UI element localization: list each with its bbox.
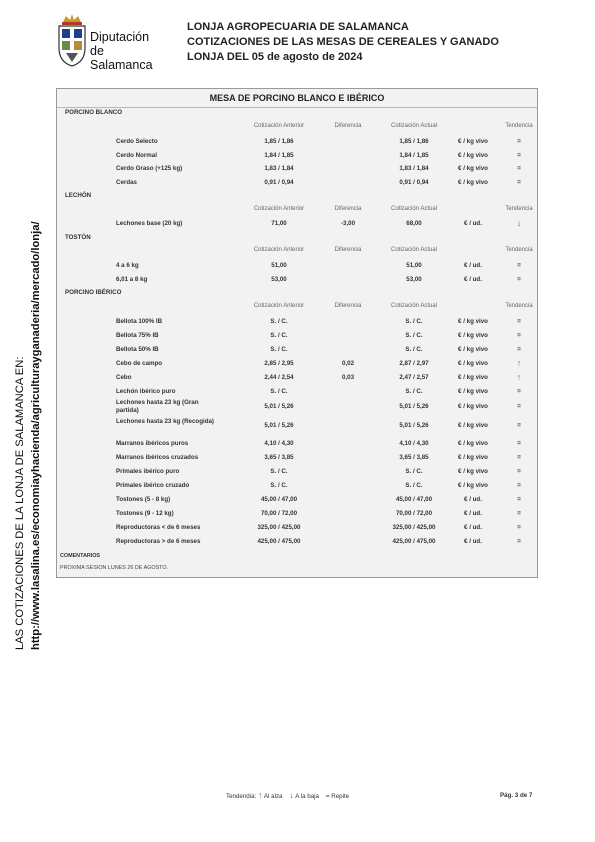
side-note-url[interactable]: http://www.lasalina.es/economiayhacienda/agriculturayganaderia/mercado/lonja/ xyxy=(30,221,42,650)
table-row xyxy=(57,371,537,384)
row-curr: 2,47 / 2,57 xyxy=(399,374,429,381)
table-row xyxy=(57,479,537,492)
column-header-prev: Cotización Anterior xyxy=(253,247,305,253)
column-header-curr: Cotización Actual xyxy=(390,123,438,129)
row-prev: 1,85 / 1,86 xyxy=(264,138,294,145)
column-header-diff: Diferencia xyxy=(334,303,362,309)
row-name: 4 a 6 kg xyxy=(116,262,139,269)
row-unit: € / ud. xyxy=(464,220,482,227)
row-unit: € / ud. xyxy=(464,275,482,283)
trend-equal: = xyxy=(517,178,521,186)
column-header-curr: Cotización Actual xyxy=(390,303,438,309)
row-curr: 5,01 / 5,26 xyxy=(399,422,429,429)
table-row xyxy=(57,273,537,286)
row-prev: 4,10 / 4,30 xyxy=(264,440,294,447)
table-row xyxy=(57,507,537,520)
coat-of-arms-icon xyxy=(56,12,88,68)
row-prev: S. / C. xyxy=(270,318,288,325)
row-unit: € / kg vivo xyxy=(458,346,488,353)
logo-line1: Diputación xyxy=(90,30,150,44)
row-name: Lechones base (20 kg) xyxy=(116,220,183,227)
header-line2: COTIZACIONES DE LAS MESAS DE CEREALES Y GANADO xyxy=(187,36,499,48)
row-unit: € / kg vivo xyxy=(458,178,488,186)
row-prev: S. / C. xyxy=(270,388,288,395)
row-curr: S. / C. xyxy=(405,346,423,353)
trend-equal: = xyxy=(517,482,521,489)
row-curr: 1,85 / 1,86 xyxy=(399,138,429,145)
column-header-curr: Cotización Actual xyxy=(390,206,438,212)
header-line3: LONJA DEL 05 de agosto de 2024 xyxy=(187,51,363,63)
comments-title: COMENTARIOS xyxy=(60,553,101,559)
table-row xyxy=(57,162,537,175)
row-prev: 53,00 xyxy=(271,275,287,283)
trend-equal: = xyxy=(517,165,521,173)
row-curr: S. / C. xyxy=(405,332,423,339)
row-unit: € / kg vivo xyxy=(458,165,488,173)
trend-equal: = xyxy=(517,151,521,159)
row-curr: 0,91 / 0,94 xyxy=(399,178,429,186)
panel-title: MESA DE PORCINO BLANCO E IBÉRICO xyxy=(57,89,537,108)
row-name: Lechón ibérico puro xyxy=(116,388,176,395)
side-note-title: LAS COTIZACIONES DE LA LONJA DE SALAMANCA EN: xyxy=(14,356,26,650)
table-row xyxy=(57,357,537,370)
trend-equal: = xyxy=(517,388,521,395)
row-prev: 325,00 / 425,00 xyxy=(257,524,301,531)
legend-up: Al alza xyxy=(263,793,283,800)
arrow-down-icon: ↓ xyxy=(289,790,294,800)
row-prev: S. / C. xyxy=(270,482,288,489)
row-unit: € / kg vivo xyxy=(458,440,488,447)
row-name: Cerdas xyxy=(116,178,137,186)
column-header-diff: Diferencia xyxy=(334,206,362,212)
column-header-prev: Cotización Anterior xyxy=(253,206,305,212)
row-prev: 51,00 xyxy=(271,262,287,269)
column-header-row xyxy=(57,300,537,313)
row-unit: € / kg vivo xyxy=(458,468,488,475)
row-curr: 68,00 xyxy=(406,220,422,227)
row-name: Tostones (5 - 8 kg) xyxy=(116,496,171,503)
table-row xyxy=(57,451,537,464)
column-header-tend: Tendencia xyxy=(505,303,533,309)
column-header-prev: Cotización Anterior xyxy=(253,123,305,129)
row-prev: 45,00 / 47,00 xyxy=(260,496,298,503)
row-unit: € / kg vivo xyxy=(458,374,488,381)
table-row xyxy=(57,493,537,506)
row-name: Cerdo Graso (+125 kg) xyxy=(116,165,183,173)
table-row xyxy=(57,217,537,230)
row-unit: € / ud. xyxy=(464,262,482,269)
row-unit: € / kg vivo xyxy=(458,403,488,410)
comments-text: PROXIMA SESION LUNES 26 DE AGOSTO. xyxy=(60,565,169,571)
logo-line2: de Salamanca xyxy=(90,44,153,72)
row-name: Reproductoras < de 6 meses xyxy=(116,524,201,531)
row-curr: 51,00 xyxy=(406,262,422,269)
row-prev: 1,83 / 1,84 xyxy=(264,165,294,173)
table-row xyxy=(57,418,537,434)
row-curr: S. / C. xyxy=(405,468,423,475)
column-header-row xyxy=(57,244,537,257)
header-line1: LONJA AGROPECUARIA DE SALAMANCA xyxy=(187,21,409,33)
row-unit: € / kg vivo xyxy=(458,318,488,325)
row-name: Lechones hasta 23 kg (Recogida) xyxy=(116,418,214,425)
column-header-curr: Cotización Actual xyxy=(390,247,438,253)
row-prev: 0,91 / 0,94 xyxy=(264,178,294,186)
column-header-tend: Tendencia xyxy=(505,247,533,253)
row-unit: € / kg vivo xyxy=(458,482,488,489)
table-row xyxy=(57,399,537,415)
table-row xyxy=(57,521,537,534)
section-title: PORCINO BLANCO xyxy=(65,109,123,116)
logo-text xyxy=(90,30,168,72)
row-unit: € / kg vivo xyxy=(458,360,488,367)
trend-equal: = xyxy=(517,468,521,475)
column-header-prev: Cotización Anterior xyxy=(253,303,305,309)
row-curr: S. / C. xyxy=(405,482,423,489)
column-header-tend: Tendencia xyxy=(505,206,533,212)
trend-equal: = xyxy=(517,262,521,269)
section-title: TOSTÓN xyxy=(65,234,91,241)
row-prev: 5,01 / 5,26 xyxy=(264,422,294,429)
table-row xyxy=(57,343,537,356)
legend-repeat: = Repite xyxy=(325,793,350,800)
trend-equal: = xyxy=(517,510,521,517)
row-prev: 5,01 / 5,26 xyxy=(264,403,294,410)
table-row xyxy=(57,465,537,478)
row-curr: 70,00 / 72,00 xyxy=(395,510,433,517)
row-prev: 2,44 / 2,54 xyxy=(264,374,294,381)
row-prev: 1,84 / 1,85 xyxy=(264,151,294,159)
arrow-up-icon: ↑ xyxy=(258,790,263,800)
row-curr: 53,00 xyxy=(406,275,422,283)
row-prev: S. / C. xyxy=(270,346,288,353)
trend-equal: = xyxy=(517,422,521,429)
table-row xyxy=(57,149,537,162)
row-curr: 425,00 / 475,00 xyxy=(392,538,436,545)
side-note xyxy=(12,190,52,650)
row-name: Cerdo Selecto xyxy=(116,138,158,145)
table-row xyxy=(57,176,537,189)
legend-down: A la baja xyxy=(295,793,320,800)
row-name: Tostones (9 - 12 kg) xyxy=(116,510,174,517)
row-prev: 71,00 xyxy=(271,220,287,227)
table-row xyxy=(57,535,537,548)
table-row xyxy=(57,329,537,342)
row-curr: 3,65 / 3,85 xyxy=(399,454,429,461)
row-curr: S. / C. xyxy=(405,388,423,395)
legend-label: Tendendia: xyxy=(226,793,257,800)
row-prev: S. / C. xyxy=(270,332,288,339)
page-number: Pág. 3 de 7 xyxy=(500,792,533,799)
row-prev: 3,65 / 3,85 xyxy=(264,454,294,461)
row-curr: S. / C. xyxy=(405,318,423,325)
row-curr: 45,00 / 47,00 xyxy=(395,496,433,503)
table-row xyxy=(57,437,537,450)
row-name: Lechones hasta 23 kg (Gran partida) xyxy=(116,399,199,414)
row-prev: 2,85 / 2,95 xyxy=(264,360,294,367)
row-prev: 70,00 / 72,00 xyxy=(260,510,298,517)
column-header-row xyxy=(57,203,537,216)
row-curr: 1,84 / 1,85 xyxy=(399,151,429,159)
row-prev: S. / C. xyxy=(270,468,288,475)
row-curr: 325,00 / 425,00 xyxy=(392,524,436,531)
row-unit: € / ud. xyxy=(464,510,482,517)
trend-equal: = xyxy=(517,440,521,447)
row-unit: € / ud. xyxy=(464,524,482,531)
row-unit: € / kg vivo xyxy=(458,138,488,145)
row-name: Primales ibérico puro xyxy=(116,468,180,475)
row-name: Reproductoras > de 6 meses xyxy=(116,538,201,545)
row-diff: 0,03 xyxy=(341,374,355,381)
column-header-row xyxy=(57,120,537,133)
row-name: Cebo xyxy=(116,374,132,381)
price-panel xyxy=(56,88,538,578)
logo xyxy=(56,12,168,72)
row-name: 6,01 a 8 kg xyxy=(116,275,148,283)
trend-equal: = xyxy=(517,524,521,531)
row-name: Cerdo Normal xyxy=(116,151,157,159)
trend-equal: = xyxy=(517,332,521,339)
row-name: Bellota 50% IB xyxy=(116,346,159,353)
table-row xyxy=(57,135,537,148)
arrow-up-icon: ↑ xyxy=(516,372,522,382)
trend-equal: = xyxy=(517,318,521,325)
trend-equal: = xyxy=(517,538,521,545)
row-unit: € / kg vivo xyxy=(458,332,488,339)
row-diff: -3,00 xyxy=(340,220,356,227)
legend xyxy=(226,790,349,800)
row-unit: € / ud. xyxy=(464,496,482,503)
trend-equal: = xyxy=(517,138,521,145)
row-diff: 0,02 xyxy=(341,360,355,367)
section-title: LECHÓN xyxy=(65,192,92,199)
trend-equal: = xyxy=(517,346,521,353)
row-name: Cebo de campo xyxy=(116,360,163,367)
trend-equal: = xyxy=(517,275,521,283)
row-unit: € / kg vivo xyxy=(458,151,488,159)
row-name: Bellota 100% IB xyxy=(116,318,163,325)
column-header-diff: Diferencia xyxy=(334,247,362,253)
arrow-up-icon: ↑ xyxy=(516,358,522,368)
row-name: Marranos ibéricos puros xyxy=(116,440,189,447)
column-header-diff: Diferencia xyxy=(334,123,362,129)
row-curr: 4,10 / 4,30 xyxy=(399,440,429,447)
section-title: PORCINO IBÉRICO xyxy=(65,289,122,296)
table-row xyxy=(57,385,537,398)
column-header-tend: Tendencia xyxy=(505,123,533,129)
arrow-down-icon: ↓ xyxy=(516,218,522,228)
row-unit: € / kg vivo xyxy=(458,422,488,429)
row-name: Marranos ibéricos cruzados xyxy=(116,454,199,461)
row-unit: € / ud. xyxy=(464,538,482,545)
trend-equal: = xyxy=(517,454,521,461)
row-prev: 425,00 / 475,00 xyxy=(257,538,301,545)
table-row xyxy=(57,259,537,272)
row-unit: € / kg vivo xyxy=(458,454,488,461)
row-curr: 5,01 / 5,26 xyxy=(399,403,429,410)
row-curr: 2,87 / 2,97 xyxy=(399,360,429,367)
row-curr: 1,83 / 1,84 xyxy=(399,165,429,173)
trend-equal: = xyxy=(517,496,521,503)
table-row xyxy=(57,315,537,328)
row-name: Primales ibérico cruzado xyxy=(116,482,190,489)
row-name: Bellota 75% IB xyxy=(116,332,159,339)
row-unit: € / kg vivo xyxy=(458,388,488,395)
trend-equal: = xyxy=(517,403,521,410)
document-header xyxy=(187,20,499,65)
